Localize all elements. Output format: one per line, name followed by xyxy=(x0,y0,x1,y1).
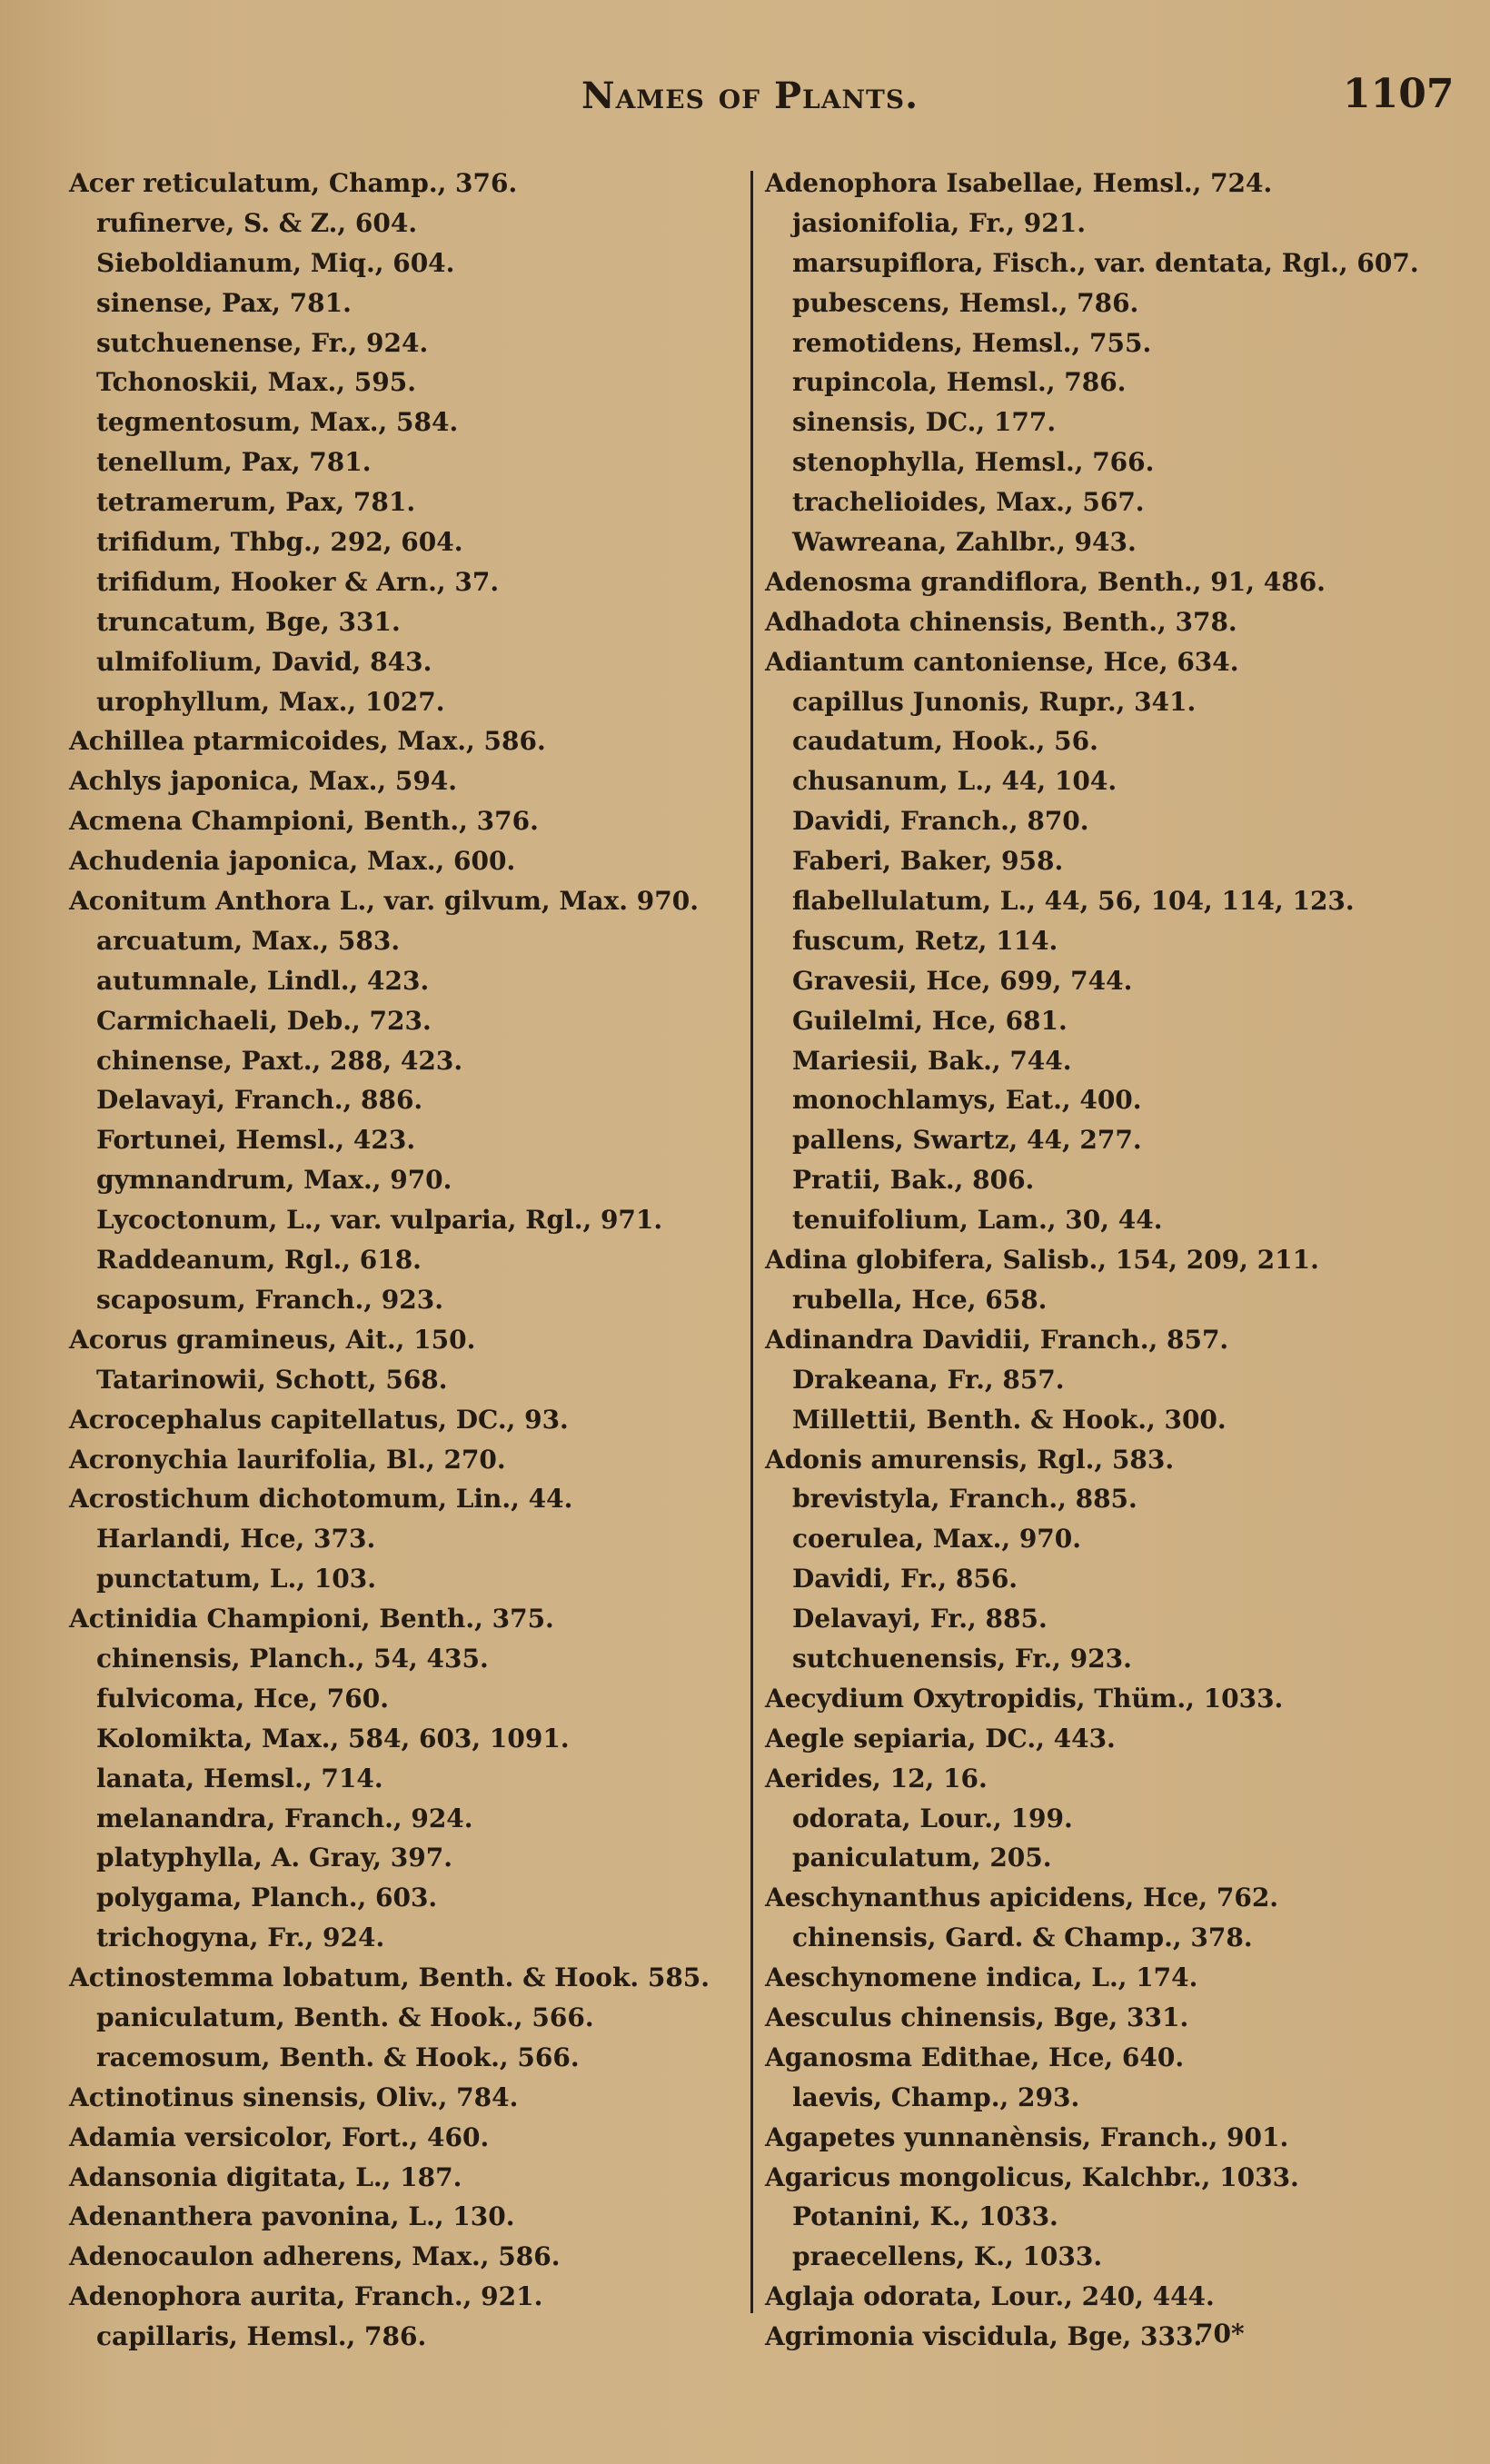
index-subentry: coerulea, Max., 970. xyxy=(792,1524,1082,1555)
index-subentry: brevistyla, Franch., 885. xyxy=(792,1484,1137,1515)
index-subentry: Drakeana, Fr., 857. xyxy=(792,1364,1065,1395)
index-subentry: punctatum, L., 103. xyxy=(96,1564,376,1595)
index-entry: Acorus gramineus, Ait., 150. xyxy=(69,1324,476,1355)
index-entry: Adansonia digitata, L., 187. xyxy=(69,2161,462,2192)
index-entry: Adhadota chinensis, Benth., 378. xyxy=(765,606,1237,637)
index-subentry: tenuifolium, Lam., 30, 44. xyxy=(792,1205,1163,1236)
index-entry: Adiantum cantoniense, Hce, 634. xyxy=(765,646,1239,677)
index-entry: Actinostemma lobatum, Benth. & Hook. 585. xyxy=(69,1962,710,1993)
index-subentry: pubescens, Hemsl., 786. xyxy=(792,287,1139,318)
index-subentry: Faberi, Baker, 958. xyxy=(792,846,1064,877)
index-subentry: scaposum, Franch., 923. xyxy=(96,1284,443,1315)
index-subentry: trifidum, Hooker & Arn., 37. xyxy=(96,566,500,597)
index-subentry: fuscum, Retz, 114. xyxy=(792,925,1058,956)
index-subentry: arcuatum, Max., 583. xyxy=(96,925,401,956)
index-subentry: Raddeanum, Rgl., 618. xyxy=(96,1245,422,1276)
index-subentry: sinensis, DC., 177. xyxy=(792,407,1057,438)
index-entry: Aganosma Edithae, Hce, 640. xyxy=(765,2042,1185,2072)
index-entry: Acmena Championi, Benth., 376. xyxy=(69,806,539,837)
index-entry: Acer reticulatum, Champ., 376. xyxy=(69,168,518,198)
index-column-left xyxy=(69,164,741,2357)
index-entry: Adenanthera pavonina, L., 130. xyxy=(69,2201,515,2232)
index-subentry: autumnale, Lindl., 423. xyxy=(96,965,430,996)
index-subentry: Lycoctonum, L., var. vulparia, Rgl., 971. xyxy=(96,1205,663,1236)
index-subentry: Fortunei, Hemsl., 423. xyxy=(96,1125,416,1156)
index-subentry: Mariesii, Bak., 744. xyxy=(792,1045,1072,1076)
index-subentry: paniculatum, 205. xyxy=(792,1843,1052,1873)
index-entry: Aesculus chinensis, Bge, 331. xyxy=(765,2002,1189,2032)
index-subentry: lanata, Hemsl., 714. xyxy=(96,1763,383,1793)
index-subentry: chinense, Paxt., 288, 423. xyxy=(96,1045,463,1076)
index-subentry: stenophylla, Hemsl., 766. xyxy=(792,447,1155,478)
running-title: Names of Plants. xyxy=(581,75,919,117)
index-entry: Aglaja odorata, Lour., 240, 444. xyxy=(765,2281,1215,2312)
index-subentry: Guilelmi, Hce, 681. xyxy=(792,1005,1068,1036)
index-subentry: melanandra, Franch., 924. xyxy=(96,1803,473,1833)
index-entry: Adina globifera, Salisb., 154, 209, 211. xyxy=(765,1245,1319,1276)
index-subentry: pallens, Swartz, 44, 277. xyxy=(792,1125,1142,1156)
index-subentry: Potanini, K., 1033. xyxy=(792,2201,1058,2232)
index-entry: Agapetes yunnanènsis, Franch., 901. xyxy=(765,2121,1289,2152)
index-subentry: fulvicoma, Hce, 760. xyxy=(96,1683,389,1714)
signature-mark: 70* xyxy=(1196,2319,1245,2349)
index-subentry: urophyllum, Max., 1027. xyxy=(96,686,445,717)
index-entry: Aeschynanthus apicidens, Hce, 762. xyxy=(765,1883,1279,1913)
index-subentry: trachelioides, Max., 567. xyxy=(792,487,1145,518)
index-entry: Aeschynomene indica, L., 174. xyxy=(765,1962,1198,1993)
index-subentry: caudatum, Hook., 56. xyxy=(792,726,1098,757)
index-entry: Adonis amurensis, Rgl., 583. xyxy=(765,1444,1175,1475)
index-entry: Adenophora Isabellae, Hemsl., 724. xyxy=(765,168,1273,198)
index-subentry: rufinerve, S. & Z., 604. xyxy=(96,207,418,238)
index-subentry: Gravesii, Hce, 699, 744. xyxy=(792,965,1133,996)
index-entry: Aerides, 12, 16. xyxy=(765,1763,988,1793)
index-entry: Agrimonia viscidula, Bge, 333. xyxy=(765,2321,1203,2352)
index-subentry: capillaris, Hemsl., 786. xyxy=(96,2321,427,2352)
index-subentry: remotidens, Hemsl., 755. xyxy=(792,327,1152,358)
index-subentry: gymnandrum, Max., 970. xyxy=(96,1165,452,1196)
index-entry: Aecydium Oxytropidis, Thüm., 1033. xyxy=(765,1683,1284,1714)
index-entry: Aegle sepiaria, DC., 443. xyxy=(765,1723,1116,1754)
index-subentry: ulmifolium, David, 843. xyxy=(96,646,432,677)
index-subentry: flabellulatum, L., 44, 56, 104, 114, 123. xyxy=(792,886,1355,917)
index-entry: Acronychia laurifolia, Bl., 270. xyxy=(69,1444,506,1475)
index-subentry: racemosum, Benth. & Hook., 566. xyxy=(96,2042,580,2072)
index-subentry: rubella, Hce, 658. xyxy=(792,1284,1048,1315)
index-subentry: Delavayi, Fr., 885. xyxy=(792,1604,1048,1634)
index-subentry: Davidi, Franch., 870. xyxy=(792,806,1089,837)
index-subentry: monochlamys, Eat., 400. xyxy=(792,1085,1142,1116)
index-subentry: polygama, Planch., 603. xyxy=(96,1883,438,1913)
index-entry: Actinidia Championi, Benth., 375. xyxy=(69,1604,554,1634)
index-subentry: jasionifolia, Fr., 921. xyxy=(792,207,1086,238)
index-subentry: Millettii, Benth. & Hook., 300. xyxy=(792,1404,1227,1435)
index-subentry: Sieboldianum, Miq., 604. xyxy=(96,247,455,278)
index-subentry: marsupiflora, Fisch., var. dentata, Rgl., 607. xyxy=(792,247,1419,278)
page-number: 1107 xyxy=(1343,71,1455,117)
index-subentry: paniculatum, Benth. & Hook., 566. xyxy=(96,2002,594,2032)
index-subentry: Tchonoskii, Max., 595. xyxy=(96,367,416,398)
index-entry: Adinandra Davidii, Franch., 857. xyxy=(765,1324,1229,1355)
index-column-right xyxy=(765,164,1428,2357)
index-entry: Aconitum Anthora L., var. gilvum, Max. 970. xyxy=(69,886,699,917)
index-subentry: Davidi, Fr., 856. xyxy=(792,1564,1018,1595)
index-subentry: laevis, Champ., 293. xyxy=(792,2081,1080,2112)
index-subentry: trichogyna, Fr., 924. xyxy=(96,1923,385,1953)
index-entry: Achillea ptarmicoides, Max., 586. xyxy=(69,726,546,757)
index-subentry: tetramerum, Pax, 781. xyxy=(96,487,416,518)
index-subentry: odorata, Lour., 199. xyxy=(792,1803,1073,1833)
index-subentry: chinensis, Planch., 54, 435. xyxy=(96,1643,489,1674)
column-divider xyxy=(750,171,753,2313)
index-entry: Adenophora aurita, Franch., 921. xyxy=(69,2281,543,2312)
index-subentry: tenellum, Pax, 781. xyxy=(96,447,372,478)
index-entry: Adamia versicolor, Fort., 460. xyxy=(69,2121,490,2152)
index-subentry: trifidum, Thbg., 292, 604. xyxy=(96,527,463,558)
index-subentry: chusanum, L., 44, 104. xyxy=(792,766,1118,797)
index-subentry: tegmentosum, Max., 584. xyxy=(96,407,459,438)
index-subentry: Wawreana, Zahlbr., 943. xyxy=(792,527,1137,558)
index-entry: Acrostichum dichotomum, Lin., 44. xyxy=(69,1484,573,1515)
index-subentry: sutchuenensis, Fr., 923. xyxy=(792,1643,1132,1674)
index-subentry: capillus Junonis, Rupr., 341. xyxy=(792,686,1197,717)
index-entry: Actinotinus sinensis, Oliv., 784. xyxy=(69,2081,519,2112)
index-subentry: Delavayi, Franch., 886. xyxy=(96,1085,423,1116)
index-subentry: rupincola, Hemsl., 786. xyxy=(792,367,1127,398)
index-entry: Achudenia japonica, Max., 600. xyxy=(69,846,516,877)
index-subentry: truncatum, Bge, 331. xyxy=(96,606,401,637)
index-subentry: sutchuenense, Fr., 924. xyxy=(96,327,429,358)
index-entry: Adenosma grandiflora, Benth., 91, 486. xyxy=(765,566,1326,597)
index-subentry: sinense, Pax, 781. xyxy=(96,287,352,318)
index-entry: Achlys japonica, Max., 594. xyxy=(69,766,458,797)
index-subentry: Kolomikta, Max., 584, 603, 1091. xyxy=(96,1723,570,1754)
index-subentry: chinensis, Gard. & Champ., 378. xyxy=(792,1923,1253,1953)
index-subentry: Pratii, Bak., 806. xyxy=(792,1165,1035,1196)
index-subentry: platyphylla, A. Gray, 397. xyxy=(96,1843,452,1873)
index-subentry: praecellens, K., 1033. xyxy=(792,2241,1103,2272)
index-subentry: Harlandi, Hce, 373. xyxy=(96,1524,376,1555)
index-entry: Acrocephalus capitellatus, DC., 93. xyxy=(69,1404,569,1435)
index-subentry: Tatarinowii, Schott, 568. xyxy=(96,1364,448,1395)
index-entry: Agaricus mongolicus, Kalchbr., 1033. xyxy=(765,2161,1299,2192)
index-entry: Adenocaulon adherens, Max., 586. xyxy=(69,2241,561,2272)
index-subentry: Carmichaeli, Deb., 723. xyxy=(96,1005,432,1036)
